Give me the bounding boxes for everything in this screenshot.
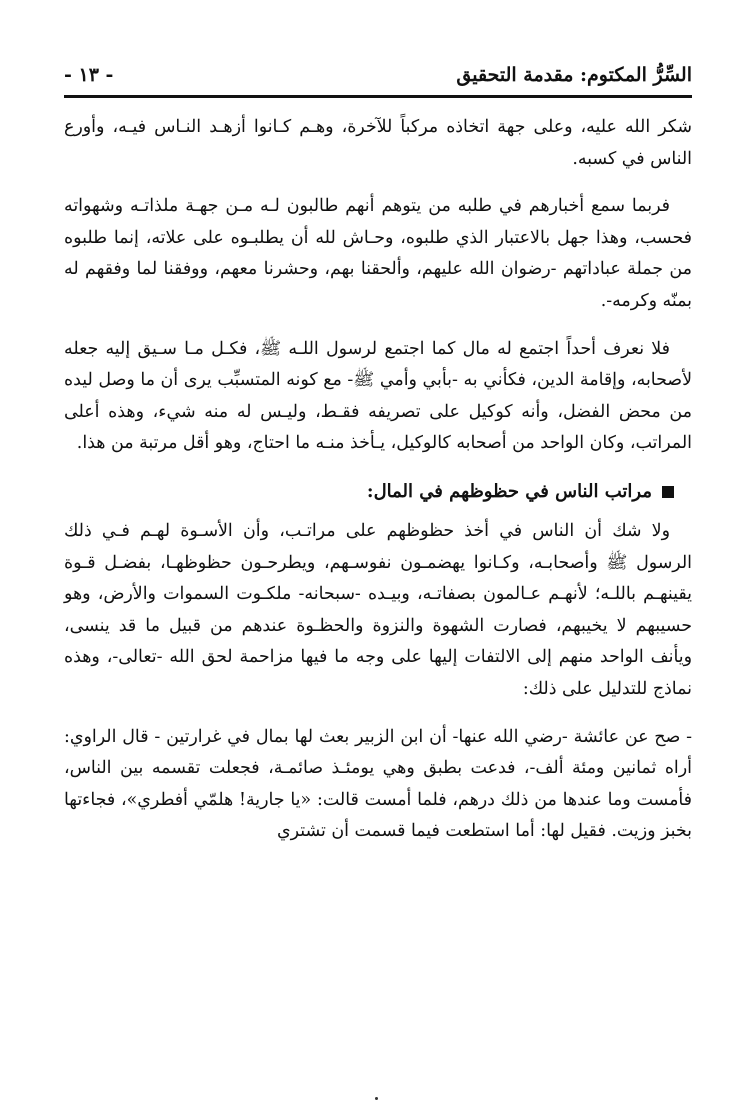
- header-rule: [64, 95, 692, 98]
- page-number: - ١٣ -: [64, 64, 114, 86]
- section-heading-text: مراتب الناس في حظوظهم في المال:: [366, 480, 652, 502]
- paragraph: ولا شك أن الناس في أخذ حظوظهم على مراتـب، وأن الأسـوة لهـم فـي ذلك الرسول ﷺ وأصحابـه، وكـانوا يهضمـون نفوسـهم، ويطرحـون حظوظهـا، بفضـل قـوة يقينهـم باللـه؛ لأنهـم عـالمون بصفاتـه، وبيـده -سبحانه- ملكـوت السموات والأرض، وهو حسيبهم لا يخيبهم، فصارت الشهوة والنزوة والحظـوة عندهم من قبيل ما قد ينسى، ويأنف الواحد منهم إلى الالتفات إليها على وجه ما فيها مزاحمة لحق الله -تعالى-، وهذه نماذج للتدليل على ذلك:: [64, 520, 692, 699]
- paragraph: فربما سمع أخبارهم في طلبه من يتوهم أنهم طالبون لـه مـن جهـة ملذاتـه وشهواته فحسب، وهذا جهل بالاعتبار الذي طلبوه، وحـاش لله أن يطلبـوه على علاته، إنما طلبوه من جملة عباداتهم -رضوان الله عليهم، وألحقنا بهم، وحشرنا معهم، ووفقنا لما وفقهم له بمنّه وكرمه-.: [64, 196, 692, 311]
- square-bullet-icon: [662, 486, 674, 498]
- paragraph: - صح عن عائشة -رضي الله عنها- أن ابن الزبير بعث لها بمال في غرارتين - قال الراوي: أراه ثمانين ومئة ألف-، فدعت بطبق وهي يومئـذ صائمـة، فجعلت تقسمه بين الناس، فأمست وما عندها من ذلك درهم، فلما أمست قالت: «يا جارية! هلمّي أفطري»، فجاءتها بخبز وزيت. فقيل لها: أما استطعت فيما قسمت أن تشتري: [64, 726, 692, 842]
- paragraph: شكر الله عليه، وعلى جهة اتخاذه مركباً للآخرة، وهـم كـانوا أزهـد النـاس فيـه، وأورع الناس في كسبه.: [64, 117, 692, 169]
- section-heading: [64, 476, 692, 508]
- footer-dot: [375, 1097, 378, 1100]
- running-header: [64, 58, 692, 94]
- header-title: السِّرُّ المكتوم: مقدمة التحقيق: [456, 64, 692, 86]
- page-body: [64, 112, 692, 864]
- paragraph: فلا نعرف أحداً اجتمع له مال كما اجتمع لرسول اللـه ﷺ، فكـل مـا سـيق إليه جعله لأصحابه، وإقامة الدين، فكأني به -بأبي وأمي ﷺ- مع كونه المتسبِّب يرى أن ما وصل ليده من محض الفضل، وأنه كوكيل على تصريفه فقـط، وليـس له منه شيء، وهذه أعلى المراتب، وكان الواحد من أصحابه كالوكيل، يـأخذ منـه ما احتاج، وهو أقل مرتبة من هذا.: [64, 338, 692, 454]
